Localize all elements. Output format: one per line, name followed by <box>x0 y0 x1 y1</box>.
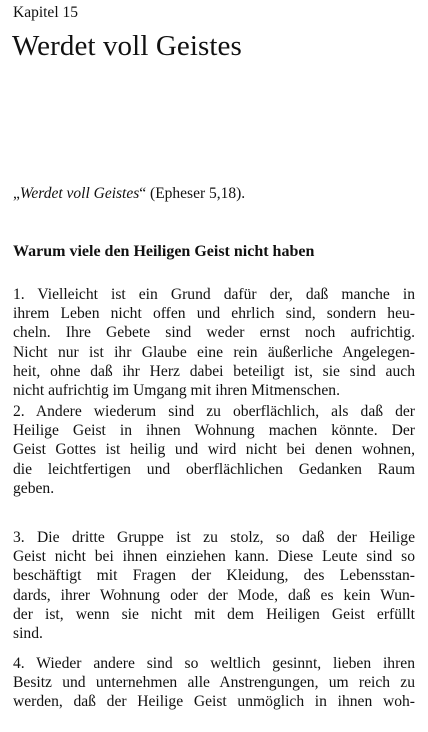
paragraph-line: 1. Vielleicht ist ein Grund dafür der, daß manche in <box>13 286 415 303</box>
epigraph-open-quote: „ <box>13 185 20 202</box>
paragraph-4 <box>13 654 415 712</box>
paragraph-line: dards, ihrer Wohnung oder der Mode, daß es kein Wun- <box>13 586 415 604</box>
paragraph-line: Heilige Geist in ihnen Wohnung machen könnte. Der <box>13 422 415 440</box>
paragraph-line: die leichtfertigen und oberflächlichen Gedanken Raum <box>13 460 415 478</box>
paragraph-line: nicht aufrichtig im Umgang mit ihren Mitmenschen. <box>13 381 340 399</box>
paragraph-2 <box>13 402 415 498</box>
chapter-title: Werdet voll Geistes <box>12 30 242 62</box>
paragraph-line: Nicht nur ist ihr Glaube eine rein äußerliche Angelegen- <box>13 343 415 361</box>
paragraph-line: ihrem Leben nicht offen und ehrlich sind, sondern heu- <box>13 305 415 323</box>
paragraph-line: der ist, wenn sie nicht mit dem Heiligen Geist erfüllt <box>13 605 415 623</box>
paragraph-3 <box>13 528 415 643</box>
paragraph-line: sind. <box>13 624 43 642</box>
paragraph-line: 4. Wieder andere sind so weltlich gesinnt, lieben ihren <box>13 655 415 672</box>
paragraph-line: heit, ohne daß ihr Herz dabei beteiligt ist, sie sind auch <box>13 362 415 380</box>
paragraph-line: Besitz und unternehmen alle Anstrengungen, um reich zu <box>13 674 415 692</box>
chapter-label: Kapitel 15 <box>13 4 78 21</box>
paragraph-line: werden, daß der Heilige Geist unmöglich in ihnen woh- <box>13 693 415 711</box>
epigraph-reference: (Epheser 5,18). <box>146 185 246 202</box>
paragraph-line: cheln. Ihre Gebete sind weder ernst noch aufrichtig. <box>13 324 415 342</box>
paragraph-line: 2. Andere wiederum sind zu oberflächlich, als daß der <box>13 403 415 420</box>
paragraph-line: Geist nicht bei ihnen einziehen kann. Diese Leute sind so <box>13 548 415 566</box>
paragraph-line: Geist Gottes ist heilig und wird nicht bei denen wohnen, <box>13 441 415 459</box>
paragraph-1 <box>13 285 415 400</box>
section-heading: Warum viele den Heiligen Geist nicht haben <box>13 243 315 260</box>
epigraph-text: Werdet voll Geistes <box>19 185 140 202</box>
epigraph-close-quote: “ <box>139 185 147 202</box>
paragraph-line: geben. <box>13 479 55 497</box>
epigraph-quote <box>13 185 245 203</box>
paragraph-line: 3. Die dritte Gruppe ist zu stolz, so daß der Heilige <box>13 529 415 546</box>
paragraph-line: beschäftigt mit Fragen der Kleidung, des Lebensstan- <box>13 567 415 585</box>
